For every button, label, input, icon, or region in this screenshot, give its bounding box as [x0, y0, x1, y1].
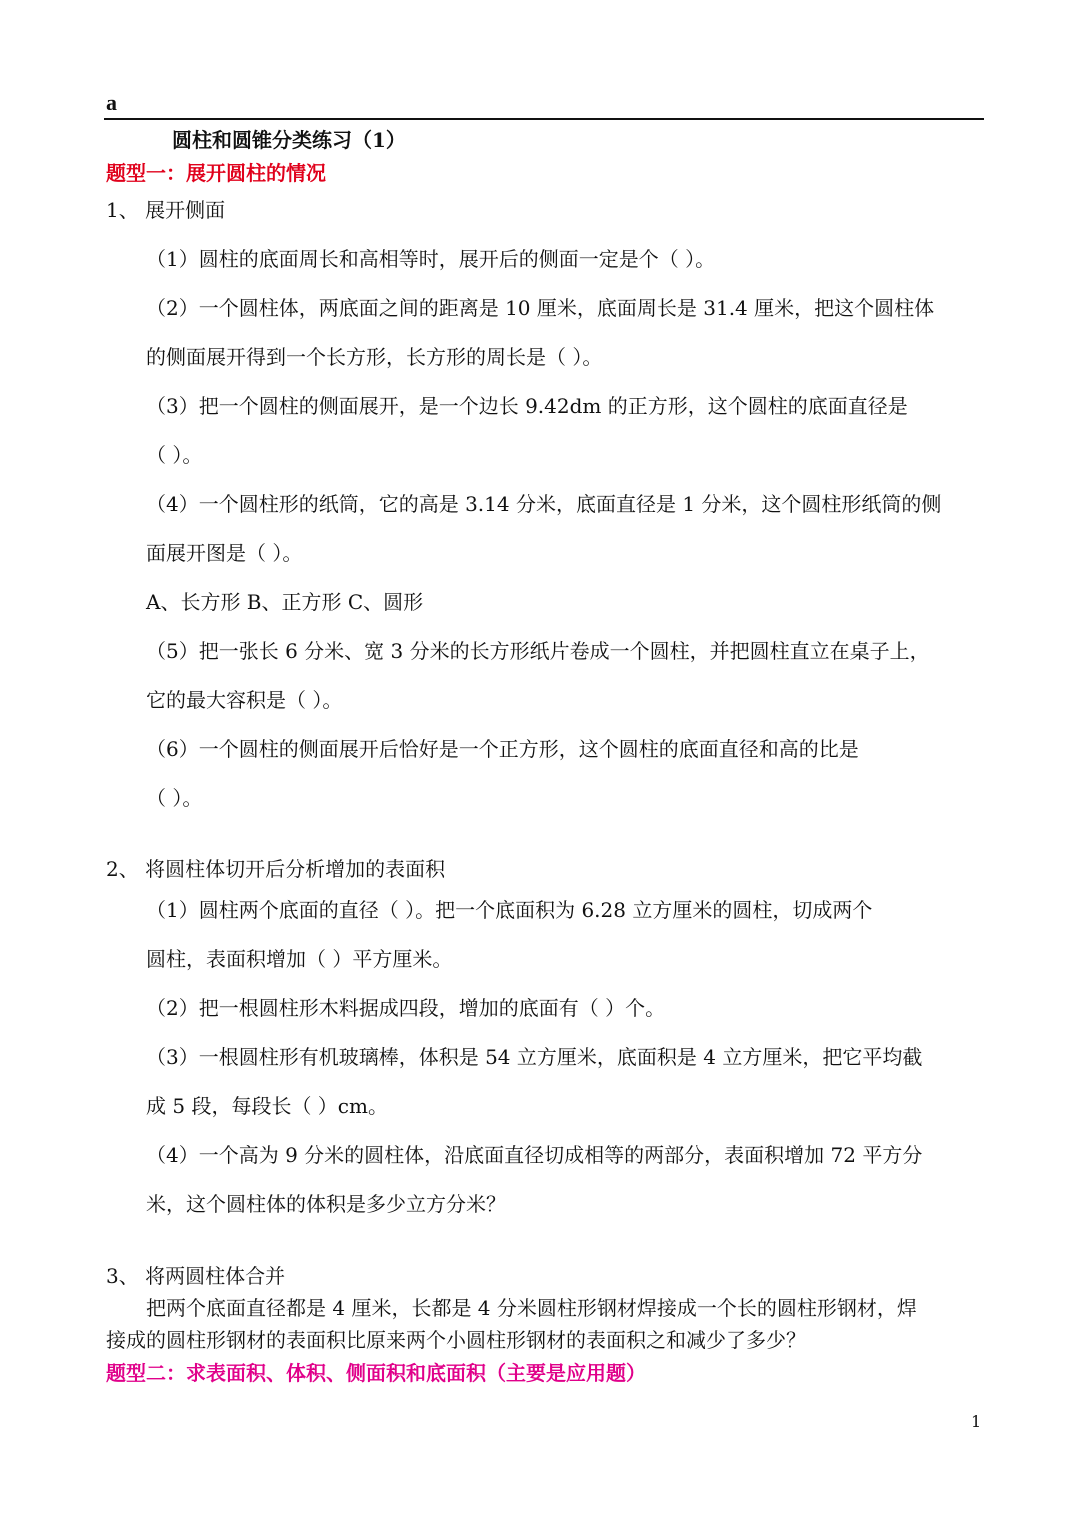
part1-q6-line2: （ ）。	[146, 786, 203, 810]
part1-q4-options: A、长方形 B、正方形 C、圆形	[146, 590, 424, 614]
part2-q3-line1: （3）一根圆柱形有机玻璃棒，体积是 54 立方厘米，底面积是 4 立方厘米，把它平均截	[146, 1045, 923, 1069]
part1-q2-line1: （2）一个圆柱体，两底面之间的距离是 10 厘米，底面周长是 31.4 厘米，把这个圆柱体	[146, 296, 935, 320]
part1-q2-line2: 的侧面展开得到一个长方形，长方形的周长是（ ）。	[146, 345, 603, 369]
part1-q4-line2: 面展开图是（ ）。	[146, 541, 303, 565]
part3-text-line2: 接成的圆柱形钢材的表面积比原来两个小圆柱形钢材的表面积之和减少了多少？	[106, 1328, 806, 1352]
part1-q4-line1: （4）一个圆柱形的纸筒，它的高是 3.14 分米，底面直径是 1 分米，这个圆柱形纸筒的侧	[146, 492, 942, 516]
section-heading-type1: 题型一：展开圆柱的情况	[106, 161, 326, 185]
part2-q3-line2: 成 5 段，每段长（ ）cm。	[146, 1094, 388, 1118]
part2-title: 2、 将圆柱体切开后分析增加的表面积	[106, 857, 446, 881]
part1-q3-line2: （ ）。	[146, 443, 203, 467]
part2-q4-line1: （4）一个高为 9 分米的圆柱体，沿底面直径切成相等的两部分，表面积增加 72 平方分	[146, 1143, 923, 1167]
header-rule	[104, 118, 984, 120]
part1-q6-line1: （6）一个圆柱的侧面展开后恰好是一个正方形，这个圆柱的底面直径和高的比是	[146, 737, 859, 761]
part1-q5-line1: （5）把一张长 6 分米、宽 3 分米的长方形纸片卷成一个圆柱，并把圆柱直立在桌子上，	[146, 639, 930, 663]
page-number: 1	[971, 1412, 982, 1431]
part3-text-line1: 把两个底面直径都是 4 厘米，长都是 4 分米圆柱形钢材焊接成一个长的圆柱形钢材，焊	[146, 1296, 917, 1320]
part2-q2: （2）把一根圆柱形木料据成四段，增加的底面有（ ）个。	[146, 996, 666, 1020]
document-title: 圆柱和圆锥分类练习（1）	[172, 128, 406, 152]
part1-q1: （1）圆柱的底面周长和高相等时，展开后的侧面一定是个（ ）。	[146, 247, 716, 271]
part2-q1-line1: （1）圆柱两个底面的直径（ ）。把一个底面积为 6.28 立方厘米的圆柱，切成两个	[146, 898, 873, 922]
part2-q4-line2: 米，这个圆柱体的体积是多少立方分米？	[146, 1192, 506, 1216]
part1-q5-line2: 它的最大容积是（ ）。	[146, 688, 343, 712]
part3-title: 3、 将两圆柱体合并	[106, 1264, 286, 1288]
header-mark: a	[106, 90, 117, 115]
part1-q3-line1: （3）把一个圆柱的侧面展开，是一个边长 9.42dm 的正方形，这个圆柱的底面直径是	[146, 394, 908, 418]
section-heading-type2: 题型二：求表面积、体积、侧面积和底面积（主要是应用题）	[106, 1361, 646, 1385]
part2-q1-line2: 圆柱，表面积增加（ ）平方厘米。	[146, 947, 453, 971]
part1-title: 1、 展开侧面	[106, 198, 226, 222]
